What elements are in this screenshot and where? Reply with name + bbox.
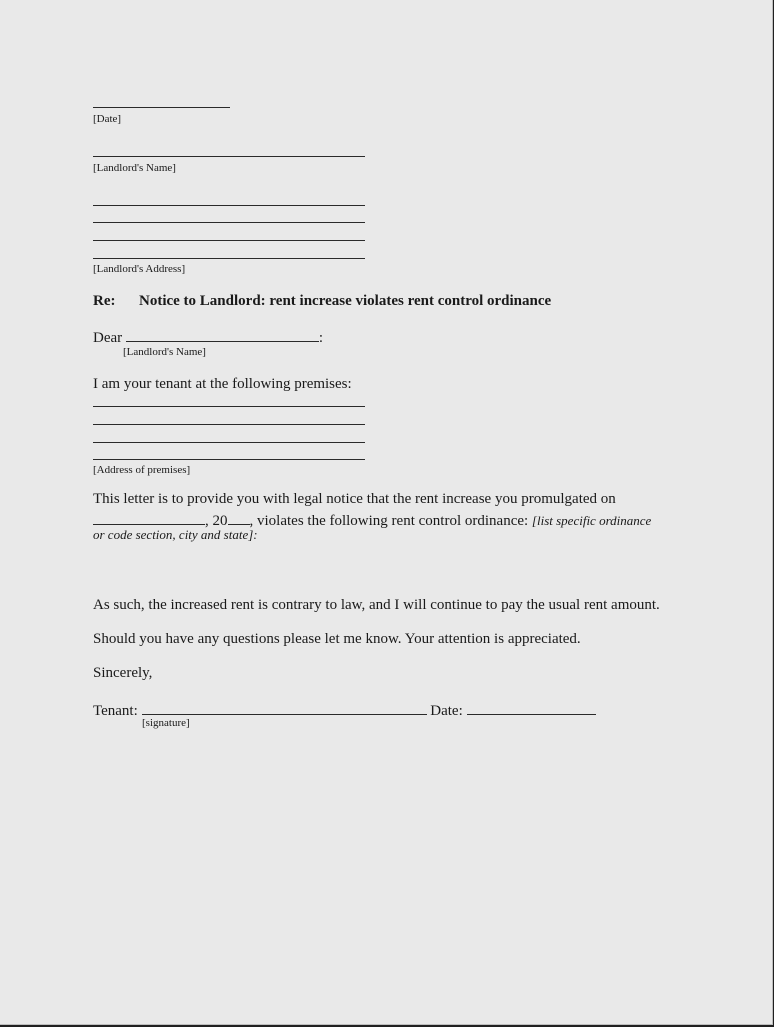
premises-blank-4 (93, 459, 365, 460)
landlord-address-blank-4 (93, 258, 365, 259)
notice-year-text: , 20 (205, 513, 228, 529)
landlord-address-label: [Landlord's Address] (93, 263, 186, 275)
date-blank (93, 107, 230, 108)
landlord-address-blank-3 (93, 240, 365, 241)
notice-instruction-1: [list specific ordinance (531, 513, 652, 528)
date-sign-label: Date: (430, 703, 463, 719)
notice-line-1: This letter is to provide you with legal notice that the rent increase you promulgated on (93, 491, 616, 507)
dear-text: Dear (93, 330, 123, 346)
salutation-colon: : (318, 330, 324, 346)
landlord-name-blank (93, 156, 365, 157)
landlord-name-label: [Landlord's Name] (93, 162, 176, 174)
sincerely: Sincerely, (93, 665, 153, 681)
contrary-paragraph: As such, the increased rent is contrary to law, and I will continue to pay the usual rent amount. (93, 597, 660, 613)
premises-blank-3 (93, 442, 365, 443)
tenant-label: Tenant: (93, 703, 138, 719)
landlord-name-salutation-blank (126, 327, 319, 342)
year-blank (228, 510, 250, 525)
subject-title: Notice to Landlord: rent increase violates rent control ordinance (139, 293, 552, 309)
premises-blank-2 (93, 424, 365, 425)
re-label: Re: (93, 293, 116, 309)
date-sign-blank (467, 700, 596, 715)
increase-date-blank (93, 510, 205, 525)
premises-address-label: [Address of premises] (93, 464, 191, 476)
tenant-signature-blank (142, 700, 427, 715)
salutation (93, 327, 323, 347)
signature-label: [signature] (142, 717, 190, 729)
questions-paragraph: Should you have any questions please let me know. Your attention is appreciated. (93, 631, 581, 647)
salutation-name-label: [Landlord's Name] (123, 346, 206, 358)
landlord-address-blank-2 (93, 222, 365, 223)
notice-instruction-2: or code section, city and state]: (93, 527, 258, 542)
premises-intro: I am your tenant at the following premises: (93, 376, 352, 392)
landlord-address-blank-1 (93, 205, 365, 206)
premises-blank-1 (93, 406, 365, 407)
notice-violation-text: , violates the following rent control ordinance: (249, 513, 532, 529)
date-label: [Date] (93, 113, 122, 125)
